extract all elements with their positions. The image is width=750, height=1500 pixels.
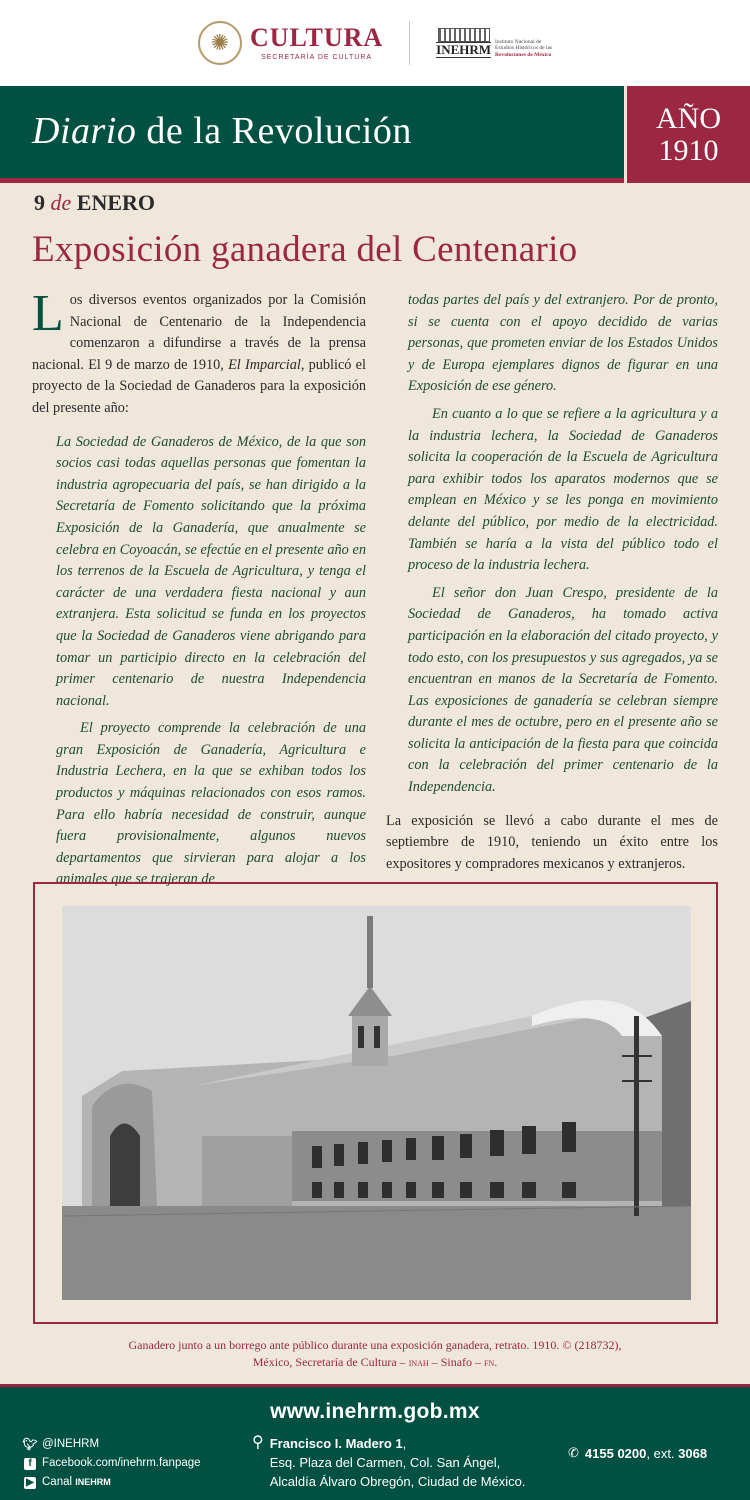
series-title: Diario de la Revolución	[32, 110, 412, 152]
quote-paragraph-3: En cuanto a lo que se refiere a la agricultura y a la industria lechera, la Sociedad de Ganaderos solicita la cooperación de la Escuela de Agricultura para exhibir todos los aparatos modernos que se emplean en México y se les ponga en movimiento delante del público, por medio de la electricidad. También se haría a la vista del público todo el proceso de la industria lechera.	[408, 405, 718, 574]
facebook-link[interactable]: f Facebook.com/inehrm.fanpage	[24, 1454, 201, 1473]
year-value: 1910	[658, 134, 719, 167]
facebook-icon: f	[24, 1458, 36, 1470]
inehrm-fullname: Instituto Nacional de Estudios Históricos de las Revoluciones de México	[495, 38, 553, 58]
address-block: ⚲ Francisco I. Madero 1, Esq. Plaza del Carmen, Col. San Ángel, Alcaldía Álvaro Obregón, Ciudad de México.	[252, 1434, 526, 1489]
logo-bar	[0, 0, 750, 86]
building-icon	[438, 28, 490, 42]
drop-cap: L	[32, 285, 64, 342]
exhibition-hall-illustration	[62, 906, 691, 1300]
mexico-seal-icon: ✺	[198, 21, 242, 65]
quote-paragraph-4: El señor don Juan Crespo, presidente de la Sociedad de Ganaderos, ha tomado activa participación en la elaboración del citado proyecto, y todo esto, con los presupuestos y sus agregados, ya se encuentran en manos de la Secretaría de Fomento. Las exposiciones de ganadería se celebran siempre durante el mes de octubre, pero en el presente año se solicita la anticipación de la fiesta para que coincida con la celebración del primer centenario de la Independencia.	[408, 584, 718, 796]
location-pin-icon: ⚲	[252, 1434, 264, 1451]
quote-paragraph-2-continued: todas partes del país y del extranjero. Por de pronto, si se cuenta con el apoyo decidido de varias personas, que prometen enviar de los Estados Unidos y de Europa ejemplares dignos de figurar en una Exposición de ese género.	[408, 292, 718, 395]
footer	[0, 1387, 750, 1500]
cultura-subtitle: SECRETARÍA DE CULTURA	[261, 54, 373, 61]
article-column-right	[386, 290, 718, 875]
website-link[interactable]: www.inehrm.gob.mx	[270, 1400, 480, 1423]
logo-divider	[409, 21, 410, 65]
quote-paragraph-2: El proyecto comprende la celebración de una gran Exposición de Ganadería, Agricultura e Industria Lechera, en la que se exhiban todos los productos y máquinas relacionados con esos ramos. Para ello habría necesidad de construir, aunque fuera provisionalmente, algunos nuevos departamentos que sirvieran para alojar a los animales que se trajeran de	[56, 720, 366, 888]
closing-paragraph: La exposición se llevó a cabo durante el mes de septiembre de 1910, teniendo un éxito entre los expositores y compradores mexicanos y extranjeros.	[386, 812, 718, 872]
article-date: 9 de ENERO	[34, 190, 156, 215]
youtube-icon: ▶	[24, 1477, 36, 1489]
quote-paragraph-1: La Sociedad de Ganaderos de México, de la que son socios casi todas aquellas personas que fomentan la industria agropecuaria del país, se han dirigido a la Secretaría de Fomento solicitando que la próxima Exposición de la Ganadería, que anualmente se celebra en Coyoacán, se efectúe en el presente año en los terrenos de la Escuela de Agricultura, y tenga el carácter de una verdadera fiesta nacional y aun extranjera. Esta solicitud se funda en los proyectos que la Sociedad de Ganaderos viene abrigando para tomar un participio directo en la celebración del primer centenario de nuestra Independencia nacional.	[56, 433, 366, 709]
intro-paragraph: Los diversos eventos organizados por la Comisión Nacional de Centenario de la Independencia comenzaron a difundirse a través de la prensa nacional. El 9 de marzo de 1910, El Imparcial, publicó el proyecto de la Sociedad de Ganaderos para la exposición del presente año:	[32, 285, 366, 416]
inehrm-acronym: INEHRM	[436, 42, 492, 57]
cultura-logo	[198, 21, 383, 65]
photo-frame	[33, 882, 718, 1324]
phone-contact[interactable]: ✆ 4155 0200, ext. 3068	[568, 1445, 708, 1461]
article-column-left	[32, 285, 366, 891]
historical-photo	[62, 906, 691, 1300]
twitter-link[interactable]: 🐦︎ @INEHRM	[22, 1437, 100, 1451]
article-title: Exposición ganadera del Centenario	[32, 229, 578, 270]
year-label: AÑO	[656, 102, 721, 135]
youtube-link[interactable]: ▶ Canal INEHRM	[24, 1473, 201, 1492]
twitter-icon: 🐦︎	[22, 1437, 38, 1451]
inehrm-logo	[436, 28, 552, 58]
phone-icon: ✆	[568, 1445, 579, 1460]
photo-caption: Ganadero junto a un borrego ante público durante una exposición ganadera, retrato. 1910. © (218732), México, Secretaría de Cultura – inah – Sinafo – fn.	[128, 1338, 622, 1369]
social-links	[24, 1435, 201, 1492]
year-badge	[624, 86, 750, 183]
cultura-title: CULTURA	[249, 23, 384, 52]
